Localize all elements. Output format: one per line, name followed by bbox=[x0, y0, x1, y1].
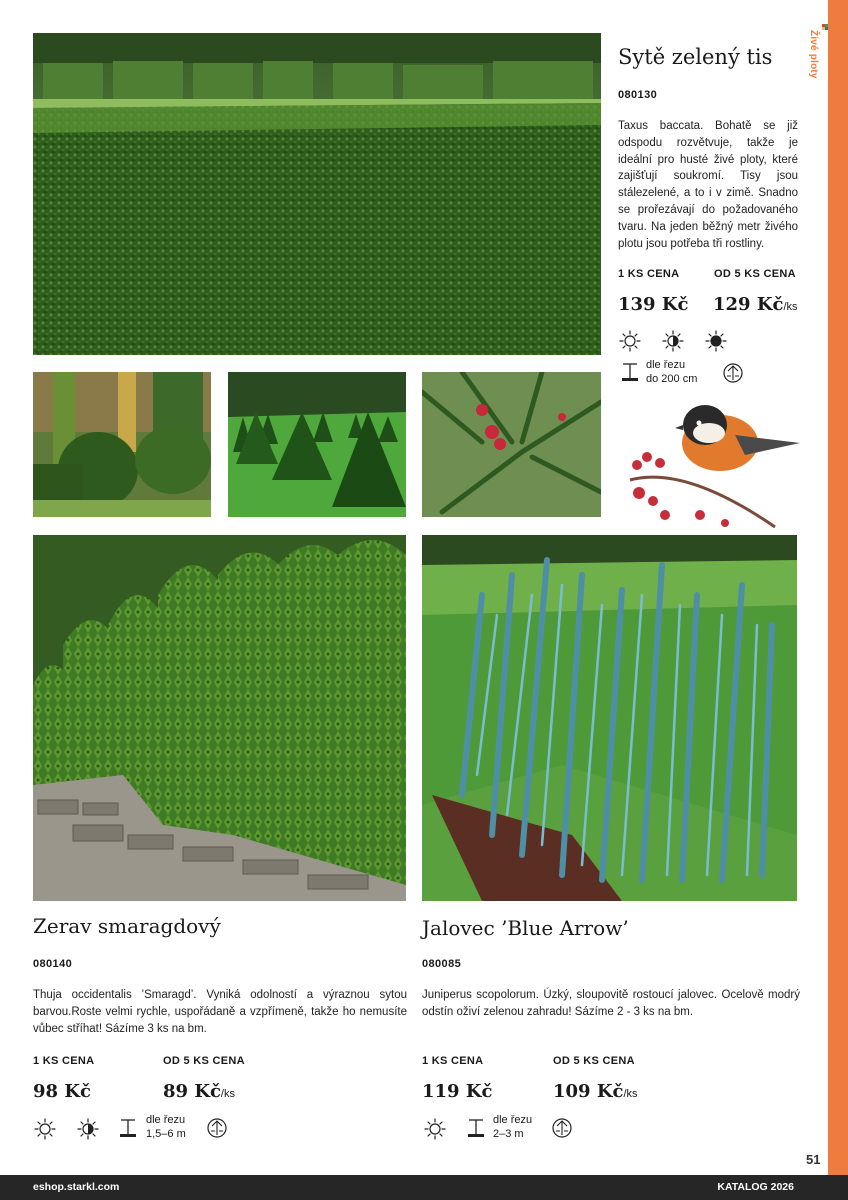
height-icon bbox=[619, 361, 641, 383]
price-bulk-label: OD 5 KS CENA bbox=[163, 1055, 245, 1067]
price-unit: /ks bbox=[220, 1088, 235, 1100]
product-title: Sytě zelený tis bbox=[618, 45, 773, 69]
sun-icon bbox=[34, 1118, 56, 1140]
price-bulk-label: OD 5 KS CENA bbox=[553, 1055, 635, 1067]
product-title: Jalovec ’Blue Arrow’ bbox=[422, 916, 629, 940]
robin-illustration bbox=[625, 395, 805, 530]
price-bulk: 109 Kč/ks bbox=[553, 1081, 638, 1102]
half-shade-icon bbox=[77, 1118, 99, 1140]
flag-icon bbox=[822, 24, 828, 30]
cut-label: dle řezu bbox=[493, 1114, 533, 1126]
side-accent-bar bbox=[828, 0, 848, 1175]
cut-height: 1,5–6 m bbox=[146, 1128, 186, 1140]
price-single-label: 1 KS CENA bbox=[422, 1055, 484, 1067]
page-number: 51 bbox=[806, 1152, 821, 1167]
cut-label: dle řezu bbox=[146, 1114, 186, 1126]
price-unit: /ks bbox=[783, 301, 798, 313]
sun-icon bbox=[619, 330, 641, 352]
footer bbox=[0, 1175, 848, 1200]
cut-label: dle řezu bbox=[646, 359, 686, 371]
cut-height: 2–3 m bbox=[493, 1128, 524, 1140]
yew-hedge-photo bbox=[33, 33, 601, 355]
price-single: 139 Kč bbox=[618, 294, 689, 315]
product-code: 080130 bbox=[618, 89, 658, 101]
garden-shrubs-photo bbox=[33, 372, 211, 517]
product-code: 080085 bbox=[422, 958, 462, 970]
half-shade-icon bbox=[662, 330, 684, 352]
product-description: Thuja occidentalis ’Smaragd’. Vyniká odolností a výraznou sytou barvou.Roste velmi rychle, uspořádaně a vzpřímeně, takže ho nemusíte vůbec stříhat! Sázíme 3 ks na bm. bbox=[33, 989, 407, 1035]
price-single-label: 1 KS CENA bbox=[618, 268, 680, 280]
category-label: Živé ploty bbox=[808, 30, 819, 79]
planting-spacing-icon bbox=[206, 1117, 228, 1139]
product-description: Juniperus scopolorum. Úzký, sloupovitě rostoucí jalovec. Ocelově modrý odstín oživí zelenou zahradu! Sázíme 2 - 3 ks na bm. bbox=[422, 989, 800, 1018]
planting-spacing-icon bbox=[722, 362, 744, 384]
yew-berries-photo bbox=[422, 372, 601, 517]
topiary-cones-photo bbox=[228, 372, 406, 517]
price-bulk-label: OD 5 KS CENA bbox=[714, 268, 796, 280]
height-icon bbox=[117, 1117, 139, 1139]
price-single: 119 Kč bbox=[422, 1081, 493, 1102]
price-single: 98 Kč bbox=[33, 1081, 91, 1102]
price-bulk: 89 Kč/ks bbox=[163, 1081, 235, 1102]
product-title: Zerav smaragdový bbox=[33, 914, 221, 938]
price-unit: /ks bbox=[623, 1088, 638, 1100]
sun-icon bbox=[424, 1118, 446, 1140]
price-bulk: 129 Kč/ks bbox=[713, 294, 798, 315]
thuja-hedge-photo bbox=[33, 535, 406, 901]
juniper-blue-arrow-photo bbox=[422, 535, 797, 901]
full-shade-icon bbox=[705, 330, 727, 352]
product-code: 080140 bbox=[33, 958, 73, 970]
cut-height: do 200 cm bbox=[646, 373, 698, 385]
price-single-label: 1 KS CENA bbox=[33, 1055, 95, 1067]
footer-website-link[interactable]: eshop.starkl.com bbox=[33, 1181, 120, 1193]
footer-catalog-label: KATALOG 2026 bbox=[717, 1181, 794, 1193]
height-icon bbox=[465, 1117, 487, 1139]
product-description: Taxus baccata. Bohatě se již odspodu rozvětvuje, takže je ideální pro husté živé ploty, které zajišťují soukromí. Tisy jsou stálezelené, a to i v zimě. Snadno se prořezávají do požadovaného tvaru. Na jeden běžný metr živého plotu jsou potřeba tři rostliny. bbox=[618, 120, 798, 250]
planting-spacing-icon bbox=[551, 1117, 573, 1139]
